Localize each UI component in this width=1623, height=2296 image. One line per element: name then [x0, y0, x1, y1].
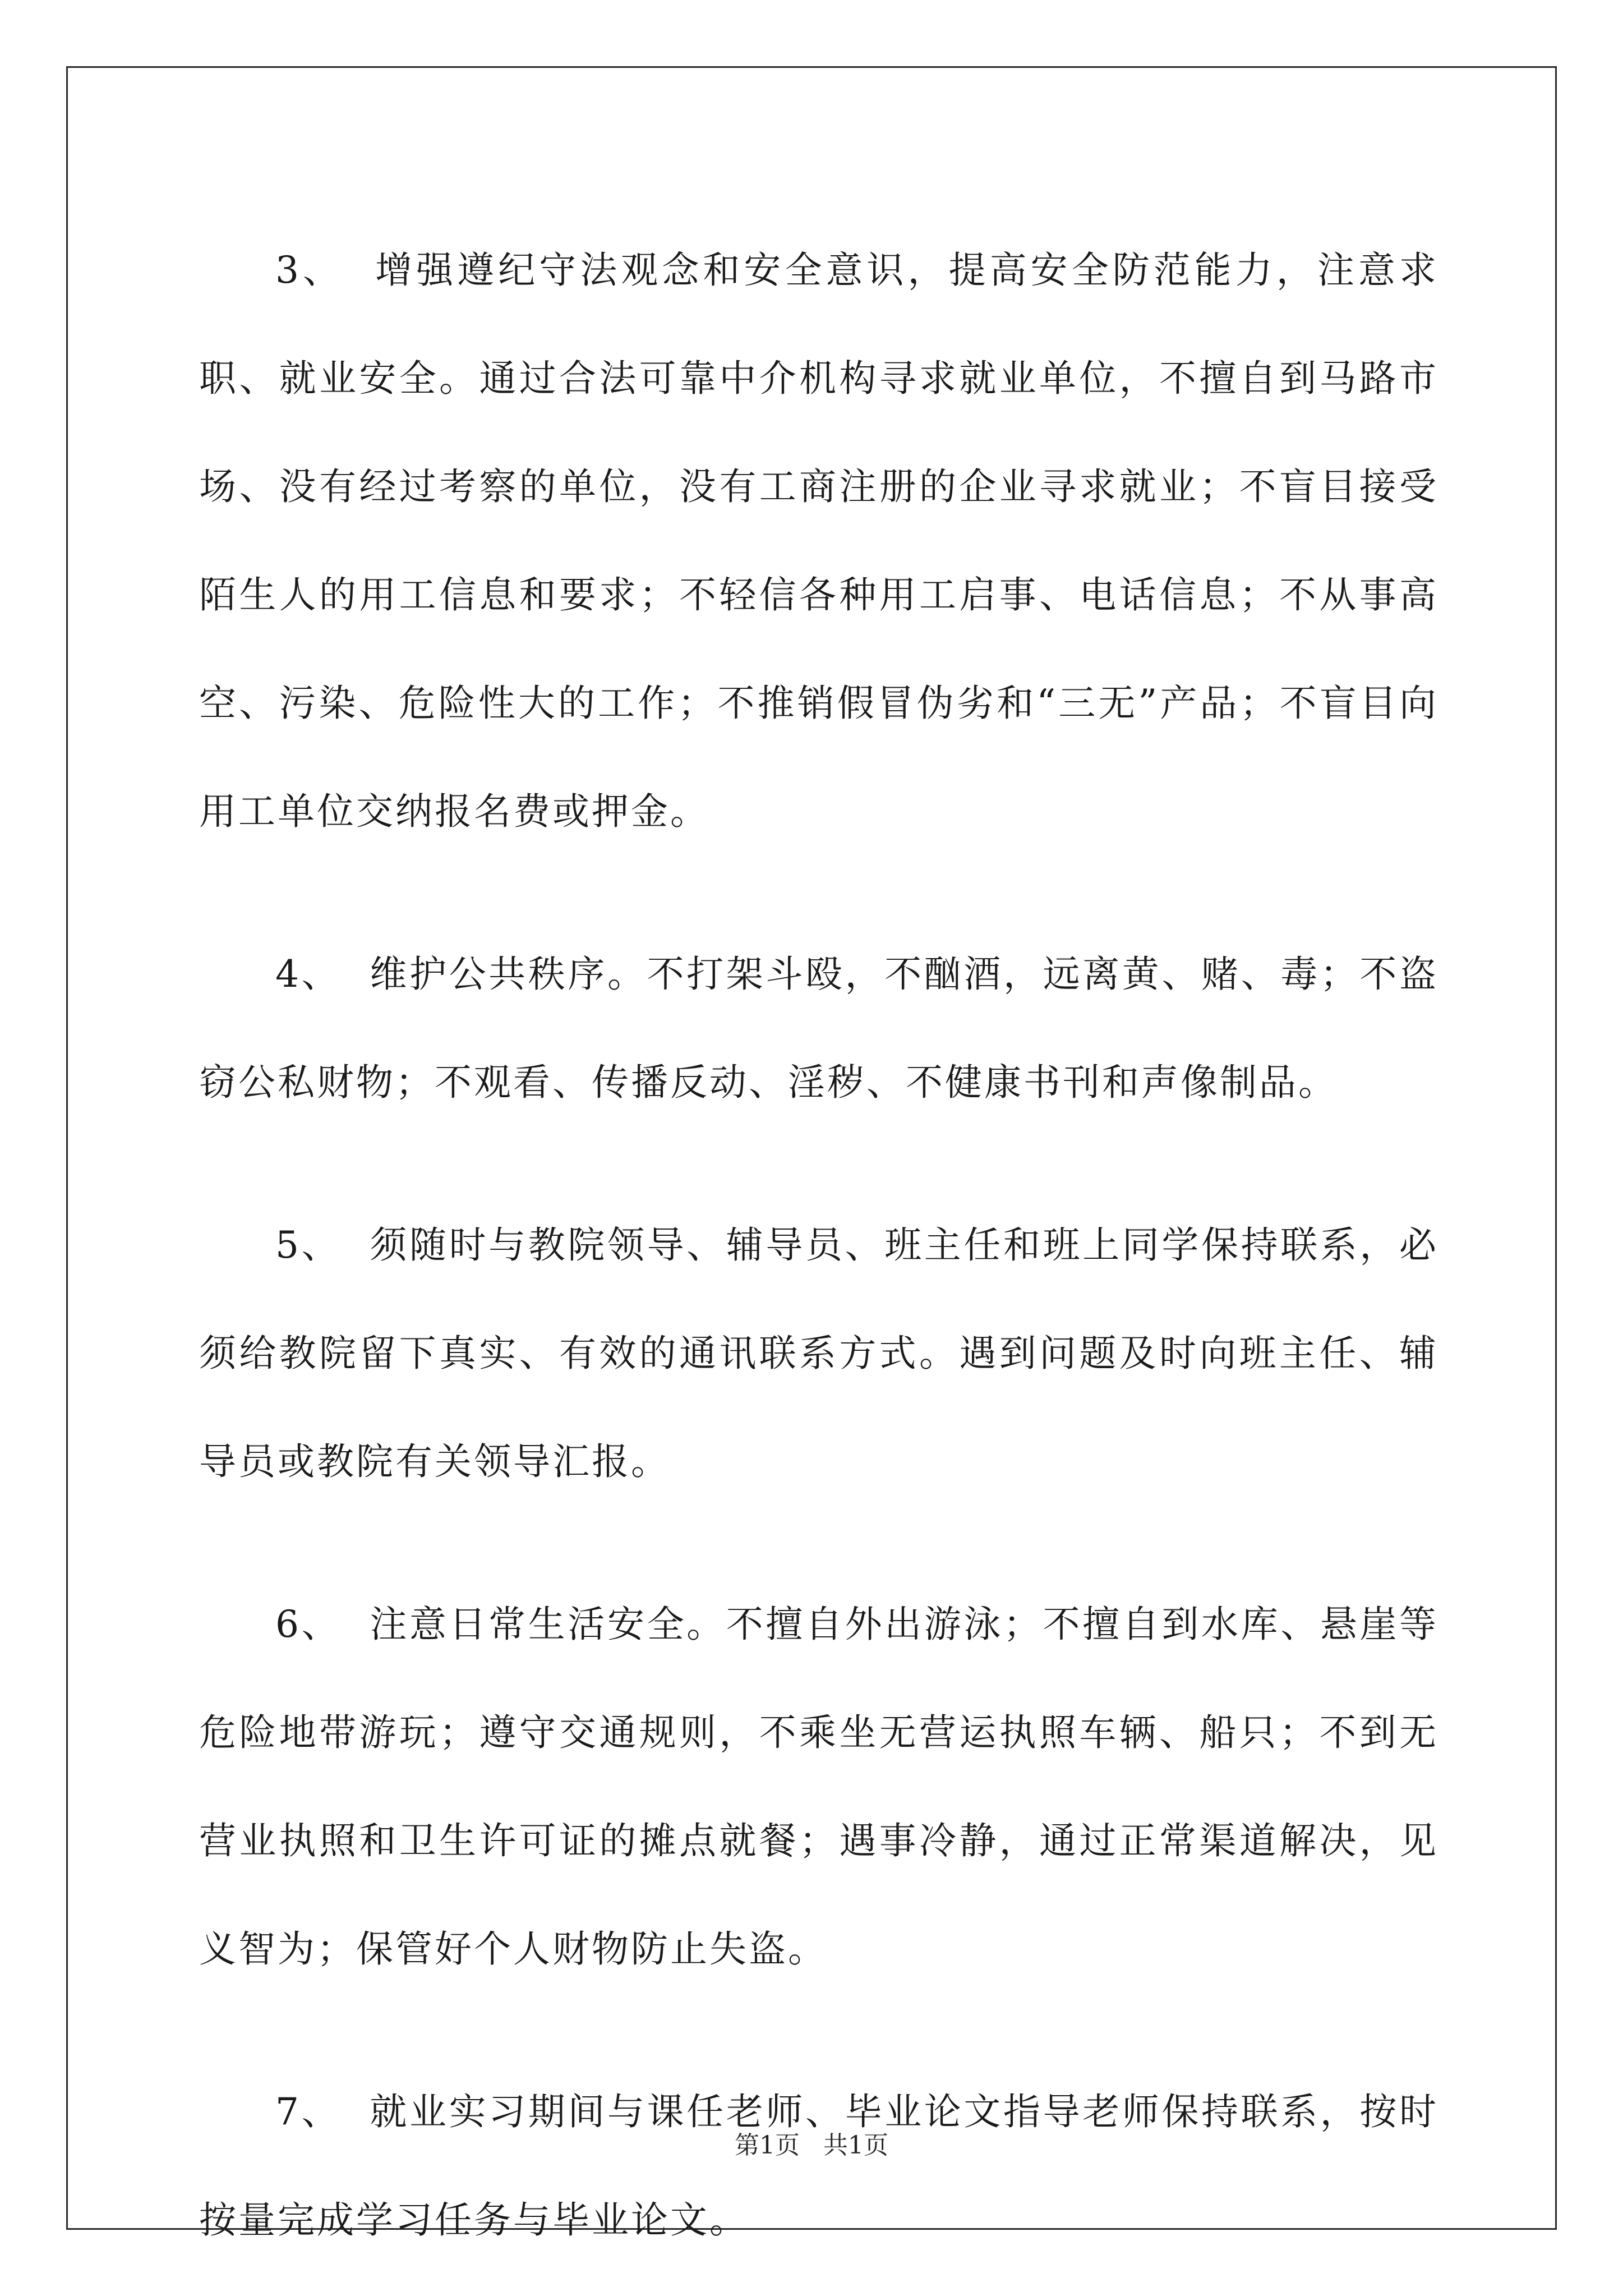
item-number: 7、: [275, 2090, 342, 2133]
page-total: 共1页: [823, 2131, 888, 2160]
item-number: 3、: [275, 249, 344, 292]
page-number: 第1页: [735, 2131, 800, 2160]
item-text: 就业实习期间与课任老师、毕业论文指导老师保持联系，按时按量完成学习任务与毕业论文。: [199, 2090, 1439, 2242]
paragraph-item-6: [199, 1570, 1438, 2003]
item-text: 维护公共秩序。不打架斗殴，不酗酒，远离黄、赌、毒；不盗窃公私财物；不观看、传播反动、淫秽、不健康书刊和声像制品。: [199, 953, 1439, 1104]
paragraph-item-5: [199, 1191, 1438, 1516]
paragraph-item-4: [199, 920, 1438, 1137]
item-number: 5、: [275, 1223, 342, 1267]
item-text: 注意日常生活安全。不擅自外出游泳；不擅自到水库、悬崖等危险地带游玩；遵守交通规则，不乘坐无营运执照车辆、船只；不到无营业执照和卫生许可证的摊点就餐；遇事冷静，通过正常渠道解决，见义智为；保管好个人财物防止失盗。: [199, 1603, 1439, 1971]
paragraph-item-7: [199, 2058, 1438, 2274]
item-number: 6、: [275, 1603, 342, 1646]
item-number: 4、: [275, 953, 342, 996]
item-text: 须随时与教院领导、辅导员、班主任和班上同学保持联系，必须给教院留下真实、有效的通讯联系方式。遇到问题及时向班主任、辅导员或教院有关领导汇报。: [199, 1223, 1439, 1483]
document-body: [199, 216, 1438, 2274]
page-footer: [0, 2129, 1623, 2162]
item-text: 增强遵纪守法观念和安全意识，提高安全防范能力，注意求职、就业安全。通过合法可靠中介机构寻求就业单位，不擅自到马路市场、没有经过考察的单位，没有工商注册的企业寻求就业；不盲目接受陌生人的用工信息和要求；不轻信各种用工启事、电话信息；不从事高空、污染、危险性大的工作；不推销假冒伪劣和“三无”产品；不盲目向用工单位交纳报名费或押金。: [199, 249, 1438, 833]
paragraph-item-3: [199, 216, 1438, 866]
